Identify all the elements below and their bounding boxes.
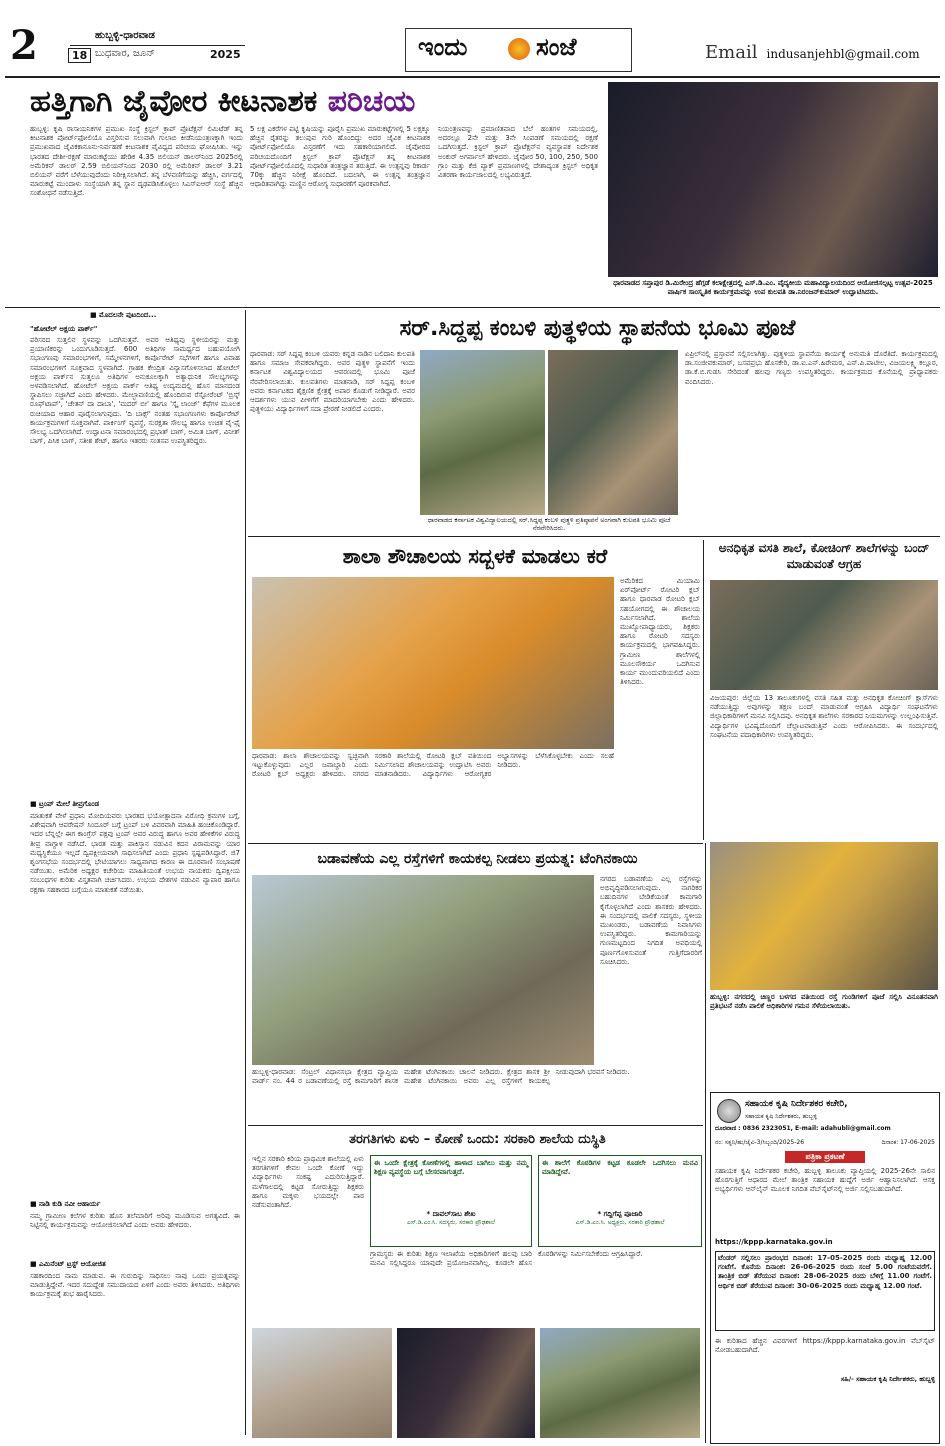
lead-col1: ಹುಬ್ಬಳ್ಳಿ: ಕೃಷಿ ರಾಸಾಯನಿಕಗಳ ಪ್ರಮುಖ ಸಂಸ್ಥೆ ಕ್ರಿಸ್ಟಲ್ ಕ್ರಾಪ್ ಪ್ರೊಟೆಕ್ಷನ್ ಲಿಮಿಟೆಡ್ ತನ್ನ ಕೀಟನಾಶಕ ಪೋರ್ಟ್‌ಫೋಲಿಯೊ ವಿಸ್ತರಿಸುವ ಸಲುವಾಗಿ ಗುಲಾಬಿ ಕೀಡೆನಿಯಂತ್ರಣಕ್ಕಾಗಿ ಇಂದು ಪ್ರಮುಖವಾದ ಜೈವಿಕಕಾನೂನು-ನಿರ್ವಹಣೆ ಕೀಟನಾಶಕ ವೈವಿಧ್ಯದ ಪರಿಚಯ ಘೋಷಿಸಿತು. ಇನ್ನು ಭಾರತದ ದೇಶೀ-ರಕ್ಷಣೆ ಮಾರುಕಟ್ಟೆಯು ಹೇಡಿಕ 4.35 ಬಿಲಿಯನ್ ಡಾಲರ್‌ನಿಂದ 2025ರಲ್ಲಿ ಅಮೆರಿಕನ್ ಡಾಲರ್ 2.59 ಬಿಲಿಯನ್‌ನಿಂದ 2030 ರಲ್ಲಿ ಅಮೆರಿಕನ್ ಡಾಲರ್ 3.21 ಬಿಲಿಯನ್ ವರೆಗೆ ಬೆಳೆಯುವುದೆಂದು ನಿರೀಕ್ಷಿಸಲಾಗಿದೆ. ತನ್ನ ಬೆಳವಣಿಗೆಯನ್ನು ಹೆಚ್ಚಿಸಿ, ವರ್ಗದಲ್ಲಿ ಮಾರುಕಟ್ಟೆ ಮುಂದಾಳು ಸಂಸ್ಥೆಯಾಗಿ ತನ್ನ ಸ್ಥಾನ ದೃಢಪಡಿಸಿಕೊಳ್ಳಲು ಸಿಎಸ್‌ಐಆರ್ ಸಂಸ್ಥೆ ಹೆಚ್ಚಿನ ಸಂಶೋಧನೆ ನಡೆಸುತ್ತಿದೆ. (30, 125, 243, 198)
story3-divider (703, 540, 704, 840)
story4-rule (248, 843, 703, 844)
story6-quote-box1 (370, 1155, 532, 1247)
story5-photo (252, 875, 594, 1065)
story5-divider (705, 843, 706, 1443)
story6-box2-role: ಎಸ್.ಡಿ.ಎಂ.ಸಿ. ಅಧ್ಯಕ್ಷರು, ಸರಕಾರಿ ಪ್ರೌಢಶಾಲೆ (575, 1219, 665, 1226)
lead-col3: ನಿಯಂತ್ರಣವನ್ನು ಪ್ರಮಾಣಿತವಾದ ಬೆಲೆ ಹಂತಗಳ ಸಮಯದಲ್ಲಿ, ಅದರಲ್ಲೂ 2ನೇ ಮತ್ತು 3ನೇ ಸಿಂಪಡಣೆ ಸಮಯದಲ್ಲಿ ರಕ್ಷಣೆ ಒದಗಿಸುತ್ತದೆ. ಕ್ರಿಸ್ಟಲ್ ಕ್ರಾಪ್ ಪ್ರೊಟೆಕ್ಷನ್‌ನ ವ್ಯವಸ್ಥಾಪಕ ನಿರ್ದೇಶಕ ಅಂಕುರ್ ಅಗರ್ವಾಲ್ ಹೇಳಿದರು. ಜೈವೋರ 50, 100, 250, 500 ಗ್ರಾಂ ಮತ್ತು ಕೆಜಿ ಪ್ಯಾಕ್ ಪ್ರಮಾಣಗಳಲ್ಲಿ ದೇಶಾದ್ಯಂತ ಕ್ರಿಸ್ಟಲ್ ಅಧಿಕೃತ ವಿತರಣಾ ಕಾರ್ಯಜಾಲದಲ್ಲಿ ಲಭ್ಯವಿರುತ್ತದೆ. (438, 125, 598, 180)
story4-caption: ಹುಬ್ಬಳ್ಳಿ: ನಗರದಲ್ಲಿ ಚಿಣ್ಣರ ಬಳಗದ ವತಿಯಿಂದ ರಸ್ತೆ ಗುಂಡಿಗಳಿಗೆ ಪೂಜೆ ಸಲ್ಲಿಸಿ ವಿನೂತನವಾಗಿ ಪ್ರತಿಭಟನೆ ನಡೆಸಿ ಪಾಲಿಕೆ ಅಧಿಕಾರಿಗಳ ಗಮನ ಸೆಳೆಯಲಾಯಿತು. (710, 993, 938, 1011)
masthead (0, 0, 945, 78)
story2-rule (248, 536, 940, 537)
story4-photo (710, 580, 938, 690)
lead-col2: 5 ಲಕ್ಷ ಎಕರೆಗಳ ಪಟ್ಟಿ ಕೃಷಿಯನ್ನು ಪೂರೈಸಿ ಪ್ರಮುಖ ಮಾರುಕಟ್ಟೆಗಳಲ್ಲಿ 5 ಲಕ್ಷಕ್ಕೂ ಹೆಚ್ಚಿನ ರೈತರನ್ನು ತಲುಪುವ ಗುರಿ ಹೊಂದಿದ್ದು ಅದರ ಜೈವಿಕ ಕೀಟನಾಶಕ ಪೋರ್ಟ್‌ಫೋಲಿಯೊ ವಿಸ್ತರಣೆಗೆ ಇದು ಸಹಕಾರಿಯಾಗಲಿದೆ. ಜೈವೋರದ ಪರಿಚಯದೊಂದಿಗೆ ಕ್ರಿಸ್ಟಲ್ ಕ್ರಾಪ್ ಪ್ರೊಟೆಕ್ಷನ್ ತನ್ನ ಕೀಟನಾಶಕ ಪೋರ್ಟ್‌ಫೋಲಿಯೊದಲ್ಲಿ ಸುಧಾರಿತ ತಂತ್ರಜ್ಞಾನ ತರುತ್ತಿದೆ. ಈ ಉತ್ಪನ್ನವು ರಿಕಾರ್ಡ 70ಕ್ಕು ಹೆಚ್ಚಿನ ನಿರೀಕ್ಷೆ ಹೊಂದಿದೆ. ಬದಲಾಗಿ, ಈ ಉತ್ಪನ್ನ ತಂತ್ರಜ್ಞಾನ ಆಧಾರಿತವಾಗಿದ್ದು ಮಣ್ಣಿನ ಆರೋಗ್ಯ ಸುಧಾರಣೆಗೆ ಪೂರಕವಾಗಿದೆ. (250, 125, 430, 189)
email-block (705, 42, 940, 68)
left-sub2: ■ ಟ್ರಂಪ್ ಮೇಲೆ ತೀವ್ರಗೊಂಡ (30, 800, 100, 808)
notice-date: ದಿನಾಂಕ: 17-06-2025 (881, 1139, 935, 1146)
notice-dates: ಟೆಂಡರ್ ಸಲ್ಲಿಸಲು ಪ್ರಾರಂಭದ ದಿನಾಂಕ: 17-05-2025 ರಂದು ಮಧ್ಯಾಹ್ನ 12.00 ಗಂಟೆಗೆ. ಕೊನೆಯ ದಿನಾಂಕ: 26-06-2025 ರಂದು ಸಂಜೆ 5.00 ಗಂಟೆಯವರೆಗೆ. ತಾಂತ್ರಿಕ ಬಿಡ್ ತೆರೆಯುವ ದಿನಾಂಕ: 28-06-2025 ರಂದು ಬೆಳಿಗ್ಗೆ 11.00 ಗಂಟೆಗೆ. ಆರ್ಥಿಕ ಬಿಡ್ ತೆರೆಯುವ ದಿನಾಂಕ: 30-06-2025 ರಂದು ಮಧ್ಯಾಹ್ನ 12.00 ಗಂಟೆ. (715, 1251, 935, 1331)
story3-headline: ಶಾಲಾ ಶೌಚಾಲಯ ಸದ್ಬಳಕೆ ಮಾಡಲು ಕರೆ (342, 544, 608, 568)
year: 2025 (210, 48, 241, 61)
sun-icon (508, 38, 530, 60)
story6-box1-role: ಎಸ್.ಡಿ.ಎಂ.ಸಿ. ಸದಸ್ಯರು, ಸರಕಾರಿ ಪ್ರೌಢಶಾಲೆ (407, 1219, 495, 1226)
story4-headline: ಅನಧಿಕೃತ ವಸತಿ ಶಾಲೆ, ಕೋಚಿಂಗ್ ಶಾಲೆಗಳನ್ನು ಬಂದ್ ಮಾಡುವಂತೆ ಆಗ್ರಹ (718, 541, 930, 571)
paper-logo (405, 28, 632, 72)
story6-quote-box2 (538, 1155, 702, 1247)
left-kicker: ■ ಮೊದಲನೇ ಪುಟದಿಂದ... (90, 311, 157, 319)
left-column-divider (245, 310, 246, 1435)
story3-text2: ಅಮೆರಿಕದ ಮಿಯಾಮಿ ಏರ್‌ಪೋರ್ಟ್ ರೋಟರಿ ಕ್ಲಬ್ ಹಾಗೂ ಧಾರವಾಡ ರೋಟರಿ ಕ್ಲಬ್ ಸಹಯೋಗದಲ್ಲಿ ಈ ಶೌಚಾಲಯ ನಿರ್ಮಿಸಲಾಗಿದೆ. ಶಾಲೆಯ ಮುಖ್ಯೋಪಾಧ್ಯಾಯರು, ಶಿಕ್ಷಕರು ಹಾಗೂ ರೋಟರಿ ಸದಸ್ಯರು ಕಾರ್ಯಕ್ರಮದಲ್ಲಿ ಭಾಗವಹಿಸಿದ್ದರು. ಗ್ರಾಮೀಣ ಶಾಲೆಗಳಲ್ಲಿ ಮೂಲಸೌಕರ್ಯ ಒದಗಿಸುವ ಕಾರ್ಯ ಮುಂದುವರಿಯಲಿದೆ ಎಂದು ತಿಳಿಸಿದರು. (620, 577, 700, 687)
notice-contact: ದೂರವಾಣಿ : 0836 2323051, E-mail: adahubli@gmail.com (715, 1125, 891, 1132)
story6-photo1 (252, 1328, 392, 1438)
page-number: 2 (10, 22, 38, 69)
edition-city: ಹುಬ್ಬಳ್ಳಿ-ಧಾರವಾಡ (95, 30, 155, 41)
story2-text-left: ಧಾರವಾಡ: ಸರ್ ಸಿದ್ದಪ್ಪ ಕಂಬಳಿ ಯವರು ಕನ್ನಡ ನಾಡಿನ ಬಲಿದಾನಿ ಕುಲಪತಿ ಹಾಗೂ ಸಮಾಜ ಸೇವಕರಾಗಿದ್ದರು. ಅವರ ಪುತ್ಥಳಿ ಸ್ಥಾಪನೆಗೆ ಇಂದು ಕರ್ನಾಟಕ ವಿಶ್ವವಿದ್ಯಾಲಯದ ಆವರಣದಲ್ಲಿ ಭೂಮಿ ಪೂಜೆ ನೆರವೇರಿಸಲಾಯಿತು. ಕುಲಪತಿಗಳು ಮಾತನಾಡಿ, ಸರ್ ಸಿದ್ದಪ್ಪ ಕಂಬಳಿ ಅವರು ಕರ್ನಾಟಕದ ಶೈಕ್ಷಣಿಕ ಕ್ಷೇತ್ರಕ್ಕೆ ಅಪಾರ ಕೊಡುಗೆ ನೀಡಿದ್ದಾರೆ. ಅವರ ಆದರ್ಶಗಳು ಯುವ ಪೀಳಿಗೆಗೆ ಮಾದರಿಯಾಗಬೇಕು ಎಂದು ಹೇಳಿದರು. ಪುತ್ಥಳಿಯು ವಿದ್ಯಾರ್ಥಿಗಳಿಗೆ ಸದಾ ಪ್ರೇರಣೆ ನೀಡಲಿದೆ ಎಂದರು. (250, 350, 415, 414)
story5-headline: ಬಡಾವಣೆಯ ಎಲ್ಲ ರಸ್ತೆಗಳಿಗೆ ಕಾಯಕಲ್ಪ ನೀಡಲು ಪ್ರಯತ್ನ: ಟೆಂಗಿನಕಾಯಿ (317, 851, 638, 867)
story6-text2: ಗ್ರಾಮಸ್ಥರು ಈ ಕುರಿತು ಶಿಕ್ಷಣ ಇಲಾಖೆಯ ಅಧಿಕಾರಿಗಳಿಗೆ ಹಲವು ಬಾರಿ ಮನವಿ ಸಲ್ಲಿಸಿದ್ದರೂ ಯಾವುದೇ ಪ್ರಯೋಜನವಾಗಿಲ್ಲ. ಕೂಡಲೇ ಹೊಸ ಕೊಠಡಿಗಳನ್ನು ನಿರ್ಮಿಸಬೇಕೆಂದು ಆಗ್ರಹಿಸಿದ್ದಾರೆ. (370, 1250, 643, 1268)
left-sub3: ■ ನಾಡಿ ಕುಡಿ ನವೀ ಆಹಾರ್ಯ (30, 1200, 101, 1208)
paper-name-left: ಇಂದು (418, 33, 468, 61)
story2-photo-caption: ಧಾರವಾಡದ ಕರ್ನಾಟಕ ವಿಶ್ವವಿದ್ಯಾಲಯದಲ್ಲಿ ಸರ್.ಸಿದ್ದಪ್ಪ ಕಂಬಳಿ ಪುತ್ಥಳಿ ಪ್ರತಿಷ್ಠಾಪನೆ ಅಂಗವಾಗಿ ಕುಲಪತಿ ಭೂಮಿ ಪೂಜೆ ನೆರವೇರಿಸಿದರು. (427, 516, 671, 532)
paper-name-right: ಸಂಜೆ (536, 33, 577, 61)
story6-text1: ಇಲ್ಲಿನ ಸರಕಾರಿ ಕಿರಿಯ ಪ್ರಾಥಮಿಕ ಶಾಲೆಯಲ್ಲಿ ಏಳು ತರಗತಿಗಳಿಗೆ ಕೇವಲ ಒಂದೇ ಕೋಣೆ ಇದ್ದು ವಿದ್ಯಾರ್ಥಿಗಳು ಸಂಕಷ್ಟ ಎದುರಿಸುತ್ತಿದ್ದಾರೆ. ಮಳೆಗಾಲದಲ್ಲಿ ಕಟ್ಟಡ ಸೋರುತ್ತಿದ್ದು ಶಿಕ್ಷಕರು ಹಾಗೂ ಮಕ್ಕಳು ಭಯದಲ್ಲೇ ಪಾಠ ನಡೆಸುವಂತಾಗಿದೆ. (252, 1155, 364, 1210)
story5-text-right: ನಗರದ ಬಡಾವಣೆಯ ಎಲ್ಲ ರಸ್ತೆಗಳನ್ನು ಅಭಿವೃದ್ಧಿಪಡಿಸಲಾಗುವುದು. ನಾಗರಿಕರ ಬಹುದಿನಗಳ ಬೇಡಿಕೆಯಂತೆ ಕಾಮಗಾರಿ ಕೈಗೊಳ್ಳಲಾಗಿದೆ ಎಂದು ಶಾಸಕರು ಹೇಳಿದರು. ಈ ಸಂದರ್ಭದಲ್ಲಿ ಪಾಲಿಕೆ ಸದಸ್ಯರು, ಸ್ಥಳೀಯ ಮುಖಂಡರು, ಬಡಾವಣೆಯ ನಿವಾಸಿಗಳು ಉಪಸ್ಥಿತರಿದ್ದರು. ಕಾಮಗಾರಿಯನ್ನು ಗುಣಮಟ್ಟದಿಂದ ನಿಗದಿತ ಅವಧಿಯಲ್ಲಿ ಪೂರ್ಣಗೊಳಿಸುವಂತೆ ಗುತ್ತಿಗೆದಾರರಿಗೆ ಸೂಚಿಸಿದರು. (600, 875, 702, 966)
story6-rule (248, 1125, 703, 1126)
email-label: Email (705, 42, 758, 63)
lead-photo-caption: ಧಾರವಾಡದ ಸಪ್ತಾಪುರ ಡಿ.ಮಿರೇಂದ್ರ ಹೆಗ್ಗಡೆ ಕಲಾಕ್ಷೇತ್ರದಲ್ಲಿ ಎಸ್.ಡಿ.ಎಂ. ವೈದ್ಯಕೀಯ ಮಹಾವಿದ್ಯಾಲಯದಿಂದ ಆಯೋಜಿಸಲ್ಪಟ್ಟ ಉತ್ಸವ-2025 ವಾರ್ಷಿಕ ಸಾಂಸ್ಕೃತಿಕ ಕಾರ್ಯಕ್ರಮವನ್ನು ಉಪ ಕುಲಪತಿ ಡಾ.ನಿರಂಜನ್‌ಕುಮಾರ್ ಉದ್ಘಾಟಿಸಿದರು. (613, 279, 933, 296)
left-text3: ನಮ್ಮ ಗ್ರಾಮೀಣ ಕಲೆಗಳ ಕುರಿತು ಹೊಸ ತಲೆಮಾರಿಗೆ ಅರಿವು ಮೂಡಿಸುವ ಅಗತ್ಯವಿದೆ. ಈ ನಿಟ್ಟಿನಲ್ಲಿ ಕಾರ್ಯಕ್ರಮವನ್ನು ಆಯೋಜಿಸಲಾಗಿದೆ ಎಂದು ಅವರು ಹೇಳಿದರು. (30, 1212, 240, 1230)
story6-box1-byline: * ದಾವಲ್‌ಸಾಬ ಶೇಖ (426, 1210, 476, 1218)
notice-body: ಸಹಾಯಕ ಕೃಷಿ ನಿರ್ದೇಶಕರ ಕಚೇರಿ, ಹುಬ್ಬಳ್ಳಿ ತಾಲೂಕು ವ್ಯಾಪ್ತಿಯಲ್ಲಿ 2025-26ನೇ ಸಾಲಿನ ಹೊರಗುತ್ತಿಗೆ ಆಧಾರದ ಮೇಲೆ ತಾಂತ್ರಿಕ ಸಹಾಯಕ ಹುದ್ದೆಗೆ ಅರ್ಜಿ ಆಹ್ವಾನಿಸಲಾಗಿದೆ. ಆಸಕ್ತ ಅಭ್ಯರ್ಥಿಗಳು ಆನ್‌ಲೈನ್ ಮೂಲಕ ನಿಗದಿತ ವೆಬ್‌ಸೈಟ್‌ನಲ್ಲಿ ಅರ್ಜಿ ಸಲ್ಲಿಸಬಹುದಾಗಿದೆ. (715, 1167, 935, 1194)
masthead-rule (70, 45, 245, 46)
notice-address: ಸಹಾಯಕ ಕೃಷಿ ನಿರ್ದೇಶಕರು, ಹುಬ್ಬಳ್ಳಿ (745, 1113, 817, 1120)
email-address: indusanjehbl@gmail.com (766, 47, 920, 61)
left-text1: ಪರಿಸರದ ಸುತ್ತಲಿನ ಸ್ಥಳವನ್ನು ಒದಗಿಸುತ್ತವೆ. ಅವರ ಆತಿಥ್ಯವು ಸ್ಥಳೀಯರನ್ನು ಮತ್ತು ಪ್ರಯಾಣಿಕರನ್ನು ಒಂದುಗೂಡಿಸುತ್ತದೆ. 600 ಅತಿಥಿಗಳ ಸಾಮರ್ಥ್ಯದ ಬಹುಪಯೋಗಿ ಸಭಾಂಗಣವು ಸಮಾರಂಭಗಳಿಗೆ, ಸಮ್ಮೇಳನಗಳಿಗೆ, ಕಾರ್ಪೊರೇಟ್ ಸಭೆಗಳಿಗೆ ಹಾಗೂ ವಿವಾಹ ಸಮಾರಂಭಗಳಿಗೆ ಸೂಕ್ತವಾದ ಸ್ಥಳವಾಗಿದೆ. ಗ್ರಾಹಕ ಕೇಂದ್ರಿತ ವಿನ್ಯಾಸಗೊಳಿಸಲಾದ ಹೋಟೆಲ್ ಅಕ್ಷಯ ಪಾರ್ಕ್‌ನ ಸುತ್ತಲೂ ಅತಿಥಿಗಳ ಅನುಕೂಲಕ್ಕಾಗಿ ಅತ್ಯಾಧುನಿಕ ಸೌಲಭ್ಯಗಳನ್ನು ಅಳವಡಿಸಲಾಗಿದೆ. ಹೋಟೆಲ್ ಅಕ್ಷಯ ಪಾರ್ಕ್ ಆತಿಥ್ಯ ಉದ್ಯಮದಲ್ಲಿ ಹೊಸ ಮಾನದಂಡ ಸ್ಥಾಪಿಸಲು ಸಜ್ಜಾಗಿದೆ ಎಂದು ಹೇಳಿದರು. ಮೇಲ್ಛಾವಣಿಯಲ್ಲಿ ಹೊಂದಿರುವ ರೆಸ್ಟೋರೆಂಟ್ 'ಬ್ರಿಸ್ಕ್ ರೂಫ್‌ಟಾಪ್', 'ಚೇತನ್ ದಾ ದಾಬಾ', 'ಮದರ್ ಬೀ' ಹಾಗೂ 'ಸ್ಕೈ ಲಾಂಜ್' ಕೆಫೆಗಳ ಮೂಲಕ ರುಚಿಯಾದ ಆಹಾರ ಪೂರೈಸಲಾಗುವುದು. 'ದಿ ಬಾಕ್ಸ್' ನಂತಹ ಸಭಾಂಗಣಗಳು ಕಾರ್ಪೊರೇಟ್ ಕಾರ್ಯಕ್ರಮಗಳಿಗೆ ಸೂಕ್ತವಾಗಿವೆ. ಪಾರ್ಕಿಂಗ್ ವ್ಯವಸ್ಥೆ, ಸುರಕ್ಷತಾ ಸೌಲಭ್ಯ ಹಾಗೂ ಉಚಿತ ವೈ-ಫೈ ಸೌಲಭ್ಯ ಒದಗಿಸಲಾಗಿದೆ. ಉದ್ಘಾಟನಾ ಸಮಾರಂಭದಲ್ಲಿ ಪ್ರಭಾತ್ ಬಾಗ್, ಅಮಿತ ಬಾಗ್, ವಿನೀತ್ ಬಾಗ್, ಪಿಸಿಕ ಬಾಗ್, ಸತೀಶ ಶೇಟ್, ಹಾಗೂ ಇತರರು ಸಂತಸವ ಉಪಸ್ಥಿತರಿದ್ದರು. (30, 336, 240, 446)
lead-headline-part2: ಪರಿಚಯ (327, 84, 416, 119)
lead-rule (5, 307, 940, 308)
story6-box2-text: ಈ ಶಾಲೆಗೆ ಕೊಠಡಿಗಳ ಕಟ್ಟಡ ಕೂಡಲೇ ಒದಗಿಸಲು ಮನವಿ ಮಾಡಿದ್ದೇವೆ. (542, 1159, 698, 1177)
story2-headline: ಸರ್.ಸಿದ್ದಪ್ಪ ಕಂಬಳಿ ಪುತ್ಥಳಿಯ ಸ್ಥಾಪನೆಯ ಭೂಮಿ ಪೂಜೆ (399, 316, 796, 341)
story2-photo-left (420, 350, 545, 515)
story6-box1-text: ಈ ಒಂದೇ ಕ್ಷೇತ್ರಕ್ಕೆ ಕೋಣೆಗಳಲ್ಲಿ ಹಾಳಾದ ಬಾಗಿಲು ಮತ್ತು ನಮ್ಮ ಶಿಕ್ಷಣ ವ್ಯವಸ್ಥೆಯ ಬಗ್ಗೆ ಬೇಸರವಾಗುತ್ತದೆ. (374, 1159, 528, 1177)
story2-photo-right (548, 350, 678, 515)
notice-emblem-icon (717, 1099, 741, 1123)
left-text2: ಮಾತುಕತೆ ವೇಳೆ ಪ್ರಧಾನಿ ಮೋದಿಯವರು ಭಾರತದ ಭಯೋತ್ಪಾದನಾ ವಿರೋಧಿ ಕ್ರಮಗಳ ಬಗ್ಗೆ, ವಿಶೇಷವಾಗಿ ಆಪರೇಷನ್ ಸಿಂದೂರ್ ಬಗ್ಗೆ ಟ್ರಂಪ್ ಬಳಿ ವಿವರವಾಗಿ ಮಾಹಿತಿ ಹಂಚಿಕೊಂಡಿದ್ದಾರೆ. ಇದರ ಬೆನ್ನಲ್ಲೇ ಈಗ ಕಾಂಗ್ರೆಸ್ ಪಕ್ಷವು ಟ್ರಂಪ್ ಅವರ ವಿರುದ್ಧ ಹಾಗೂ ಅವರ ಹೇಳಿಕೆಗಳ ವಿರುದ್ಧ ತೀವ್ರ ವಾಗ್ದಾಳಿ ನಡೆಸಿದೆ. ಭಾರತ ಮತ್ತು ಪಾಕಿಸ್ತಾನ ನಡುವಿನ ಕದನ ವಿರಾಮವನ್ನು ಯಾರ ಮಧ್ಯಸ್ಥಿಕೆಯೂ ಇಲ್ಲದೆ ದ್ವಿಪಕ್ಷೀಯವಾಗಿ ಸಾಧಿಸಲಾಗಿದೆ ಎಂದು ಪ್ರಧಾನಿ ಸ್ಪಷ್ಟಪಡಿಸಿದ್ದಾರೆ. ಜಿ7 ಶೃಂಗಸಭೆಯ ಸಂದರ್ಭದಲ್ಲಿ ಭೇಟಿಯಾಗಲು ಸಾಧ್ಯವಾಗದ ಕಾರಣ ಈ ದೂರವಾಣಿ ಸಂಭಾಷಣೆ ನಡೆಯಿತು. ಅಮೆರಿಕ ಅಧ್ಯಕ್ಷರ ಕಚೇರಿಯ ಮಾಹಿತಿಯಂತೆ ಉಭಯ ನಾಯಕರು ದ್ವಿಪಕ್ಷೀಯ ಸಂಬಂಧಗಳ ಕುರಿತು ವಿಸ್ತೃತವಾಗಿ ಚರ್ಚಿಸಿದರು. ಉಭಯ ದೇಶಗಳ ನಡುವಿನ ವ್ಯಾಪಾರ ಹಾಗೂ ರಕ್ಷಣಾ ಸಹಕಾರದ ಬಗ್ಗೆಯೂ ಮಾತುಕತೆ ನಡೆಯಿತು. (30, 812, 240, 894)
notice-press-label: ಪತ್ರಿಕಾ ಪ್ರಕಟಣೆ (785, 1151, 865, 1163)
story5-text-bottom: ಹುಬ್ಬಳ್ಳಿ-ಧಾರವಾಡ: ಸೆಂಟ್ರಲ್ ವಿಧಾನಸಭಾ ಕ್ಷೇತ್ರದ ವ್ಯಾಪ್ತಿಯ ವಾರ್ಡ್ ನಂ. 44 ರ ಬಡಾವಣೆಯಲ್ಲಿ ರಸ್ತೆ ಕಾಮಗಾರಿಗೆ ಶಾಸಕ ಮಹೇಶ ಟೆಂಗಿನಕಾಯಿ ಚಾಲನೆ ನೀಡಿದರು. ಕ್ಷೇತ್ರದ ಶಾಸಕ ಶ್ರೀ ಮಹೇಶ ಟೆಂಗಿನಕಾಯಿ ಅವರು ಎಲ್ಲ ರಸ್ತೆಗಳಿಗೆ ಕಾಯಕಲ್ಪ ನೀಡುವುದಾಗಿ ಭರವಸೆ ನೀಡಿದರು. (252, 1068, 630, 1086)
left-text4: ಸಹಕಾರದಿಂದ ನಾಮ ಮಾಡುವ. ಈ ಗುರುದಿನ್ನು ಸಾಧಿಸಲು ನಾವು ಒಂದು ಪ್ರಯತ್ನವನ್ನು ಮಾಡುತ್ತಿದ್ದೇವೆ. ಇದರ ಸದುದ್ದೇಶ ಸಮುದಾಯದ ಏಳಿಗೆ ಎಂದು ಅವರು ತಿಳಿಸಿದರು. ಅತಿಥಿಗಳು ಕಾರ್ಯಕ್ರಮಕ್ಕೆ ಶುಭ ಹಾರೈಸಿದರು. (30, 1272, 240, 1299)
story4-text: ವಿಜಯಪುರ: ಜಿಲ್ಲೆಯ 13 ತಾಲೂಕುಗಳಲ್ಲಿ ವಸತಿ ಸಹಿತ ಮತ್ತು ಅನಧಿಕೃತ ಕೋಚಿಂಗ್ ಕ್ಲಾಸ್‌ಗಳು ನಡೆಯುತ್ತಿದ್ದು ಅವುಗಳನ್ನು ತಕ್ಷಣ ಬಂದ್ ಮಾಡುವಂತೆ ಆಗ್ರಹಿಸಿ ವಿದ್ಯಾರ್ಥಿ ಸಂಘಟನೆಗಳು ಜಿಲ್ಲಾಧಿಕಾರಿಗಳಿಗೆ ಮನವಿ ಸಲ್ಲಿಸಿದವು. ಅನಧಿಕೃತ ಶಾಲೆಗಳು ಸರಕಾರದ ನಿಯಮಗಳನ್ನು ಉಲ್ಲಂಘಿಸುತ್ತಿವೆ. ವಿದ್ಯಾರ್ಥಿಗಳ ಭವಿಷ್ಯದೊಂದಿಗೆ ಚೆಲ್ಲಾಟವಾಡುತ್ತಿವೆ ಎಂದು ಆರೋಪಿಸಿದರು. ಈ ಸಂದರ್ಭದಲ್ಲಿ ಸಂಘಟನೆಯ ಪದಾಧಿಕಾರಿಗಳು ಉಪಸ್ಥಿತರಿದ್ದರು. (710, 694, 938, 739)
govt-notice (710, 1092, 940, 1444)
notice-website[interactable]: https://kppp.karnataka.gov.in (715, 1238, 833, 1246)
story4-photo2 (710, 842, 938, 990)
date-line: ಬುಧವಾರ, ಜೂನ್ (95, 48, 155, 59)
notice-ref: ನಂ: ಸಕೃನಿ/ಹು/ಜೈವಿ-3/ಸಿಬ್ಬಂದಿ/2025-26 (715, 1139, 805, 1146)
date-number: 18 (68, 48, 91, 63)
notice-title: ಸಹಾಯಕ ಕೃಷಿ ನಿರ್ದೇಶಕರ ಕಚೇರಿ, (745, 1099, 848, 1109)
top-rule (5, 76, 940, 78)
story3-photo (252, 577, 614, 749)
left-sub4: ■ ಎಮಿನೆಂಟ್ ಟ್ರಸ್ಟ್ ಆಯೋಜಿತ (30, 1260, 106, 1268)
story3-text1: ಧಾರವಾಡ: ಶಾಲಾ ಶೌಚಾಲಯವನ್ನು ಸ್ವಚ್ಛವಾಗಿ ಇಟ್ಟುಕೊಳ್ಳುವುದು ಎಲ್ಲರ ಜವಾಬ್ದಾರಿ ಎಂದು ರೋಟರಿ ಕ್ಲಬ್ ಅಧ್ಯಕ್ಷರು ಹೇಳಿದರು. ನಗರದ ಸರಕಾರಿ ಶಾಲೆಯಲ್ಲಿ ರೋಟರಿ ಕ್ಲಬ್ ವತಿಯಿಂದ ನಿರ್ಮಿಸಲಾದ ಶೌಚಾಲಯವನ್ನು ಉದ್ಘಾಟಿಸಿ ಅವರು ಮಾತನಾಡಿದರು. ವಿದ್ಯಾರ್ಥಿಗಳು ಆರೋಗ್ಯಕರ ಅಭ್ಯಾಸಗಳನ್ನು ಬೆಳೆಸಿಕೊಳ್ಳಬೇಕು ಎಂದು ಸಲಹೆ ನೀಡಿದರು. (252, 752, 614, 779)
story2-text-right: ಏಪ್ರಿಲ್‌ನಲ್ಲಿ ಪ್ರಸ್ತಾವನೆ ಸಲ್ಲಿಸಲಾಗಿತ್ತು. ಪುತ್ಥಳಿಯ ಸ್ಥಾಪನೆಯ ಕಾರ್ಯಕ್ಕೆ ಅನುಮತಿ ದೊರೆತಿದೆ. ಕಾರ್ಯಕ್ರಮದಲ್ಲಿ ಡಾ.ಸಂಜೀವಕುಮಾರ್, ಬಸವಪ್ರಭು ಹೊಸಕೇರಿ, ಡಾ.ಐ.ಎನ್.ಹಿರೇಮಠ, ಎನ್.ಪಿ.ಪಾಟೀಲ, ವಿಜಯಲಕ್ಷ್ಮಿ ಕಲ್ಲೂರ, ಡಾ.ಕೆ.ಬಿ.ಗುಡಸಿ ಸೇರಿದಂತೆ ಹಲವು ಗಣ್ಯರು ಉಪಸ್ಥಿತರಿದ್ದರು. ಕಾರ್ಯಕ್ರಮದ ಕೊನೆಯಲ್ಲಿ ಪ್ರಾಧ್ಯಾಪಕರು ವಂದಿಸಿದರು. (685, 350, 938, 386)
lead-photo (608, 82, 938, 277)
notice-sign: ಸಹಿ/- ಸಹಾಯಕ ಕೃಷಿ ನಿರ್ದೇಶಕರು, ಹುಬ್ಬಳ್ಳಿ (840, 1375, 935, 1383)
left-sub1: "ಹೋಟೆಲ್ ಅಕ್ಷಯ ಪಾರ್ಕ್" (30, 325, 98, 333)
notice-footer-note: ಈ ಕುರಿತಾದ ಹೆಚ್ಚಿನ ವಿವರಗಳಿಗೆ https://kppp.karnataka.gov.in ವೆಬ್‌ಸೈಟ್ ನೋಡಬಹುದಾಗಿದೆ. (715, 1337, 935, 1355)
story6-headline: ತರಗತಿಗಳು ಏಳು – ಕೋಣೆ ಒಂದು: ಸರಕಾರಿ ಶಾಲೆಯ ದುಸ್ಥಿತಿ (349, 1132, 606, 1147)
story6-box2-byline: * ಗದ್ದಿಗೆಪ್ಪ ಪೂಜಾರಿ (597, 1210, 643, 1218)
lead-headline-part1: ಹತ್ತಿಗಾಗಿ ಜೈವೋರ ಕೀಟನಾಶಕ (30, 84, 328, 119)
story6-photo3 (540, 1328, 700, 1438)
lead-headline (30, 82, 600, 122)
story6-photo2 (397, 1328, 535, 1438)
